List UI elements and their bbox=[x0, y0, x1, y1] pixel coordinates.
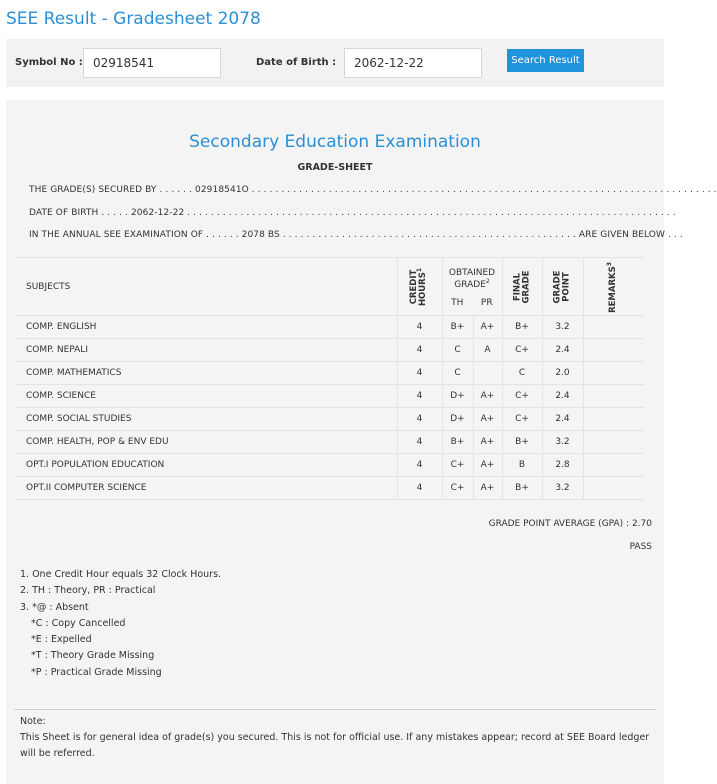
subjects-header: SUBJECTS bbox=[16, 258, 397, 316]
pr-grade-cell: A bbox=[473, 339, 502, 362]
table-header-row bbox=[16, 258, 644, 316]
page-title: SEE Result - Gradesheet 2078 bbox=[6, 9, 261, 29]
table-row bbox=[16, 385, 644, 408]
pr-header: PR bbox=[480, 297, 493, 308]
final-grade-cell: C+ bbox=[502, 408, 542, 431]
credit-cell: 4 bbox=[397, 431, 442, 454]
table-row bbox=[16, 408, 644, 431]
remarks-cell bbox=[583, 408, 644, 431]
final-grade-cell: B+ bbox=[502, 477, 542, 500]
exam-year-value: 2078 BS bbox=[241, 230, 280, 240]
footnote-item: 3. *@ : Absent bbox=[20, 601, 89, 613]
result-status: PASS bbox=[629, 542, 652, 552]
pr-grade-cell bbox=[473, 362, 502, 385]
credit-hours-header: CREDIT HOURS$^1$ bbox=[397, 258, 442, 316]
grade-point-cell: 2.0 bbox=[542, 362, 583, 385]
table-row bbox=[16, 339, 644, 362]
symbol-no-input[interactable] bbox=[83, 48, 221, 78]
dob-line-value: 2062-12-22 bbox=[130, 208, 185, 218]
grade-point-cell: 2.4 bbox=[542, 385, 583, 408]
th-grade-cell: D+ bbox=[442, 408, 473, 431]
final-grade-cell: C+ bbox=[502, 385, 542, 408]
table-row bbox=[16, 431, 644, 454]
credit-cell: 4 bbox=[397, 316, 442, 339]
pr-grade-cell: A+ bbox=[473, 454, 502, 477]
table-row bbox=[16, 316, 644, 339]
credit-cell: 4 bbox=[397, 454, 442, 477]
remarks-header: REMARKS$^3$ bbox=[606, 261, 619, 313]
divider bbox=[14, 709, 656, 710]
dob-line-label: DATE OF BIRTH bbox=[29, 208, 99, 218]
grade-point-cell: 3.2 bbox=[542, 316, 583, 339]
search-form bbox=[6, 39, 664, 87]
subject-cell: COMP. ENGLISH bbox=[16, 316, 397, 339]
th-grade-cell: D+ bbox=[442, 385, 473, 408]
grades-table bbox=[16, 257, 644, 500]
footnote-item: *T : Theory Grade Missing bbox=[31, 650, 155, 662]
pr-grade-cell: A+ bbox=[473, 385, 502, 408]
dob-label: Date of Birth : bbox=[256, 57, 337, 68]
credit-cell: 4 bbox=[397, 339, 442, 362]
dob-input[interactable] bbox=[344, 48, 482, 78]
note-text: This Sheet is for general idea of grade(s) you secured. This is not for official use. If any mistakes appear; record at SEE Board ledger will be referred. bbox=[20, 732, 650, 759]
remarks-cell bbox=[583, 362, 644, 385]
th-grade-cell: C+ bbox=[442, 477, 473, 500]
th-grade-cell: B+ bbox=[442, 316, 473, 339]
th-grade-cell: C+ bbox=[442, 454, 473, 477]
table-row bbox=[16, 477, 644, 500]
grade-point-cell: 2.4 bbox=[542, 339, 583, 362]
subject-cell: OPT.I POPULATION EDUCATION bbox=[16, 454, 397, 477]
remarks-cell bbox=[583, 339, 644, 362]
exam-year-line: IN THE ANNUAL SEE EXAMINATION OF . . . . . . 2078 BS . . . . . . . . . . . . . . . . . . . . . . . . . . . . . . . . . . . . . . . . . . . . . . . . . . ARE GIVEN BELOW . . . bbox=[29, 230, 683, 240]
final-grade-cell: C bbox=[502, 362, 542, 385]
subject-cell: COMP. NEPALI bbox=[16, 339, 397, 362]
gpa-value: 2.70 bbox=[631, 519, 652, 529]
pr-grade-cell: A+ bbox=[473, 431, 502, 454]
footnote-item: *C : Copy Cancelled bbox=[31, 617, 126, 629]
gradesheet-panel bbox=[6, 100, 717, 784]
subject-cell: OPT.II COMPUTER SCIENCE bbox=[16, 477, 397, 500]
secured-by-line: THE GRADE(S) SECURED BY . . . . . . 02918541O . . . . . . . . . . . . . . . . . . . . . . . . . . . . . . . . . . . . . . . . . . . . . . . . . . . . . . . . . . . . . . . . . . . . . . . . . . . . . . . bbox=[29, 185, 717, 195]
gpa-label: GRADE POINT AVERAGE (GPA) : bbox=[488, 519, 630, 529]
credit-cell: 4 bbox=[397, 362, 442, 385]
grade-point-cell: 2.8 bbox=[542, 454, 583, 477]
grade-point-cell: 3.2 bbox=[542, 431, 583, 454]
grade-point-cell: 2.4 bbox=[542, 408, 583, 431]
footnote-item: 2. TH : Theory, PR : Practical bbox=[20, 585, 156, 597]
th-grade-cell: B+ bbox=[442, 431, 473, 454]
disclaimer-note bbox=[20, 714, 650, 762]
secured-by-label: THE GRADE(S) SECURED BY bbox=[29, 185, 157, 195]
note-heading: Note: bbox=[20, 716, 46, 727]
search-result-button[interactable]: Search Result bbox=[507, 49, 584, 72]
remarks-cell bbox=[583, 454, 644, 477]
subject-cell: COMP. HEALTH, POP & ENV EDU bbox=[16, 431, 397, 454]
exam-year-label: IN THE ANNUAL SEE EXAMINATION OF bbox=[29, 230, 204, 240]
pr-grade-cell: A+ bbox=[473, 316, 502, 339]
final-grade-cell: B bbox=[502, 454, 542, 477]
subject-cell: COMP. SCIENCE bbox=[16, 385, 397, 408]
footnote-item: *P : Practical Grade Missing bbox=[31, 666, 162, 678]
grade-point-header: GRADE POINT bbox=[542, 258, 583, 316]
th-grade-cell: C bbox=[442, 362, 473, 385]
gradesheet-subtitle: GRADE-SHEET bbox=[297, 162, 373, 173]
table-row bbox=[16, 362, 644, 385]
th-grade-cell: C bbox=[442, 339, 473, 362]
pr-grade-cell: A+ bbox=[473, 477, 502, 500]
footnote-item: 1. One Credit Hour equals 32 Clock Hours. bbox=[20, 569, 222, 580]
grade-point-cell: 3.2 bbox=[542, 477, 583, 500]
dob-line: DATE OF BIRTH . . . . . 2062-12-22 . . . . . . . . . . . . . . . . . . . . . . . . . . . . . . . . . . . . . . . . . . . . . . . . . . . . . . . . . . . . . . . . . . . . . . . . . . . . . . . . . . . bbox=[29, 208, 676, 218]
th-header: TH bbox=[451, 297, 464, 308]
credit-cell: 4 bbox=[397, 385, 442, 408]
pr-grade-cell: A+ bbox=[473, 408, 502, 431]
final-grade-cell: B+ bbox=[502, 431, 542, 454]
footnote-item: *E : Expelled bbox=[31, 634, 92, 646]
subject-cell: COMP. MATHEMATICS bbox=[16, 362, 397, 385]
secured-by-value: 02918541O bbox=[195, 185, 249, 195]
final-grade-header: FINAL GRADE bbox=[502, 258, 542, 316]
gpa-summary bbox=[489, 519, 652, 529]
remarks-cell bbox=[583, 477, 644, 500]
symbol-no-label: Symbol No : bbox=[15, 57, 83, 68]
final-grade-cell: B+ bbox=[502, 316, 542, 339]
table-row bbox=[16, 454, 644, 477]
remarks-cell bbox=[583, 316, 644, 339]
remarks-cell bbox=[583, 431, 644, 454]
final-grade-cell: C+ bbox=[502, 339, 542, 362]
remarks-cell bbox=[583, 385, 644, 408]
subject-cell: COMP. SOCIAL STUDIES bbox=[16, 408, 397, 431]
credit-cell: 4 bbox=[397, 408, 442, 431]
footnotes bbox=[20, 567, 221, 681]
exam-title: Secondary Education Examination bbox=[189, 132, 481, 152]
given-below-text: ARE GIVEN BELOW bbox=[578, 230, 665, 240]
obtained-grade-header: OBTAINED GRADE$^2$ TH PR bbox=[442, 258, 502, 316]
credit-cell: 4 bbox=[397, 477, 442, 500]
